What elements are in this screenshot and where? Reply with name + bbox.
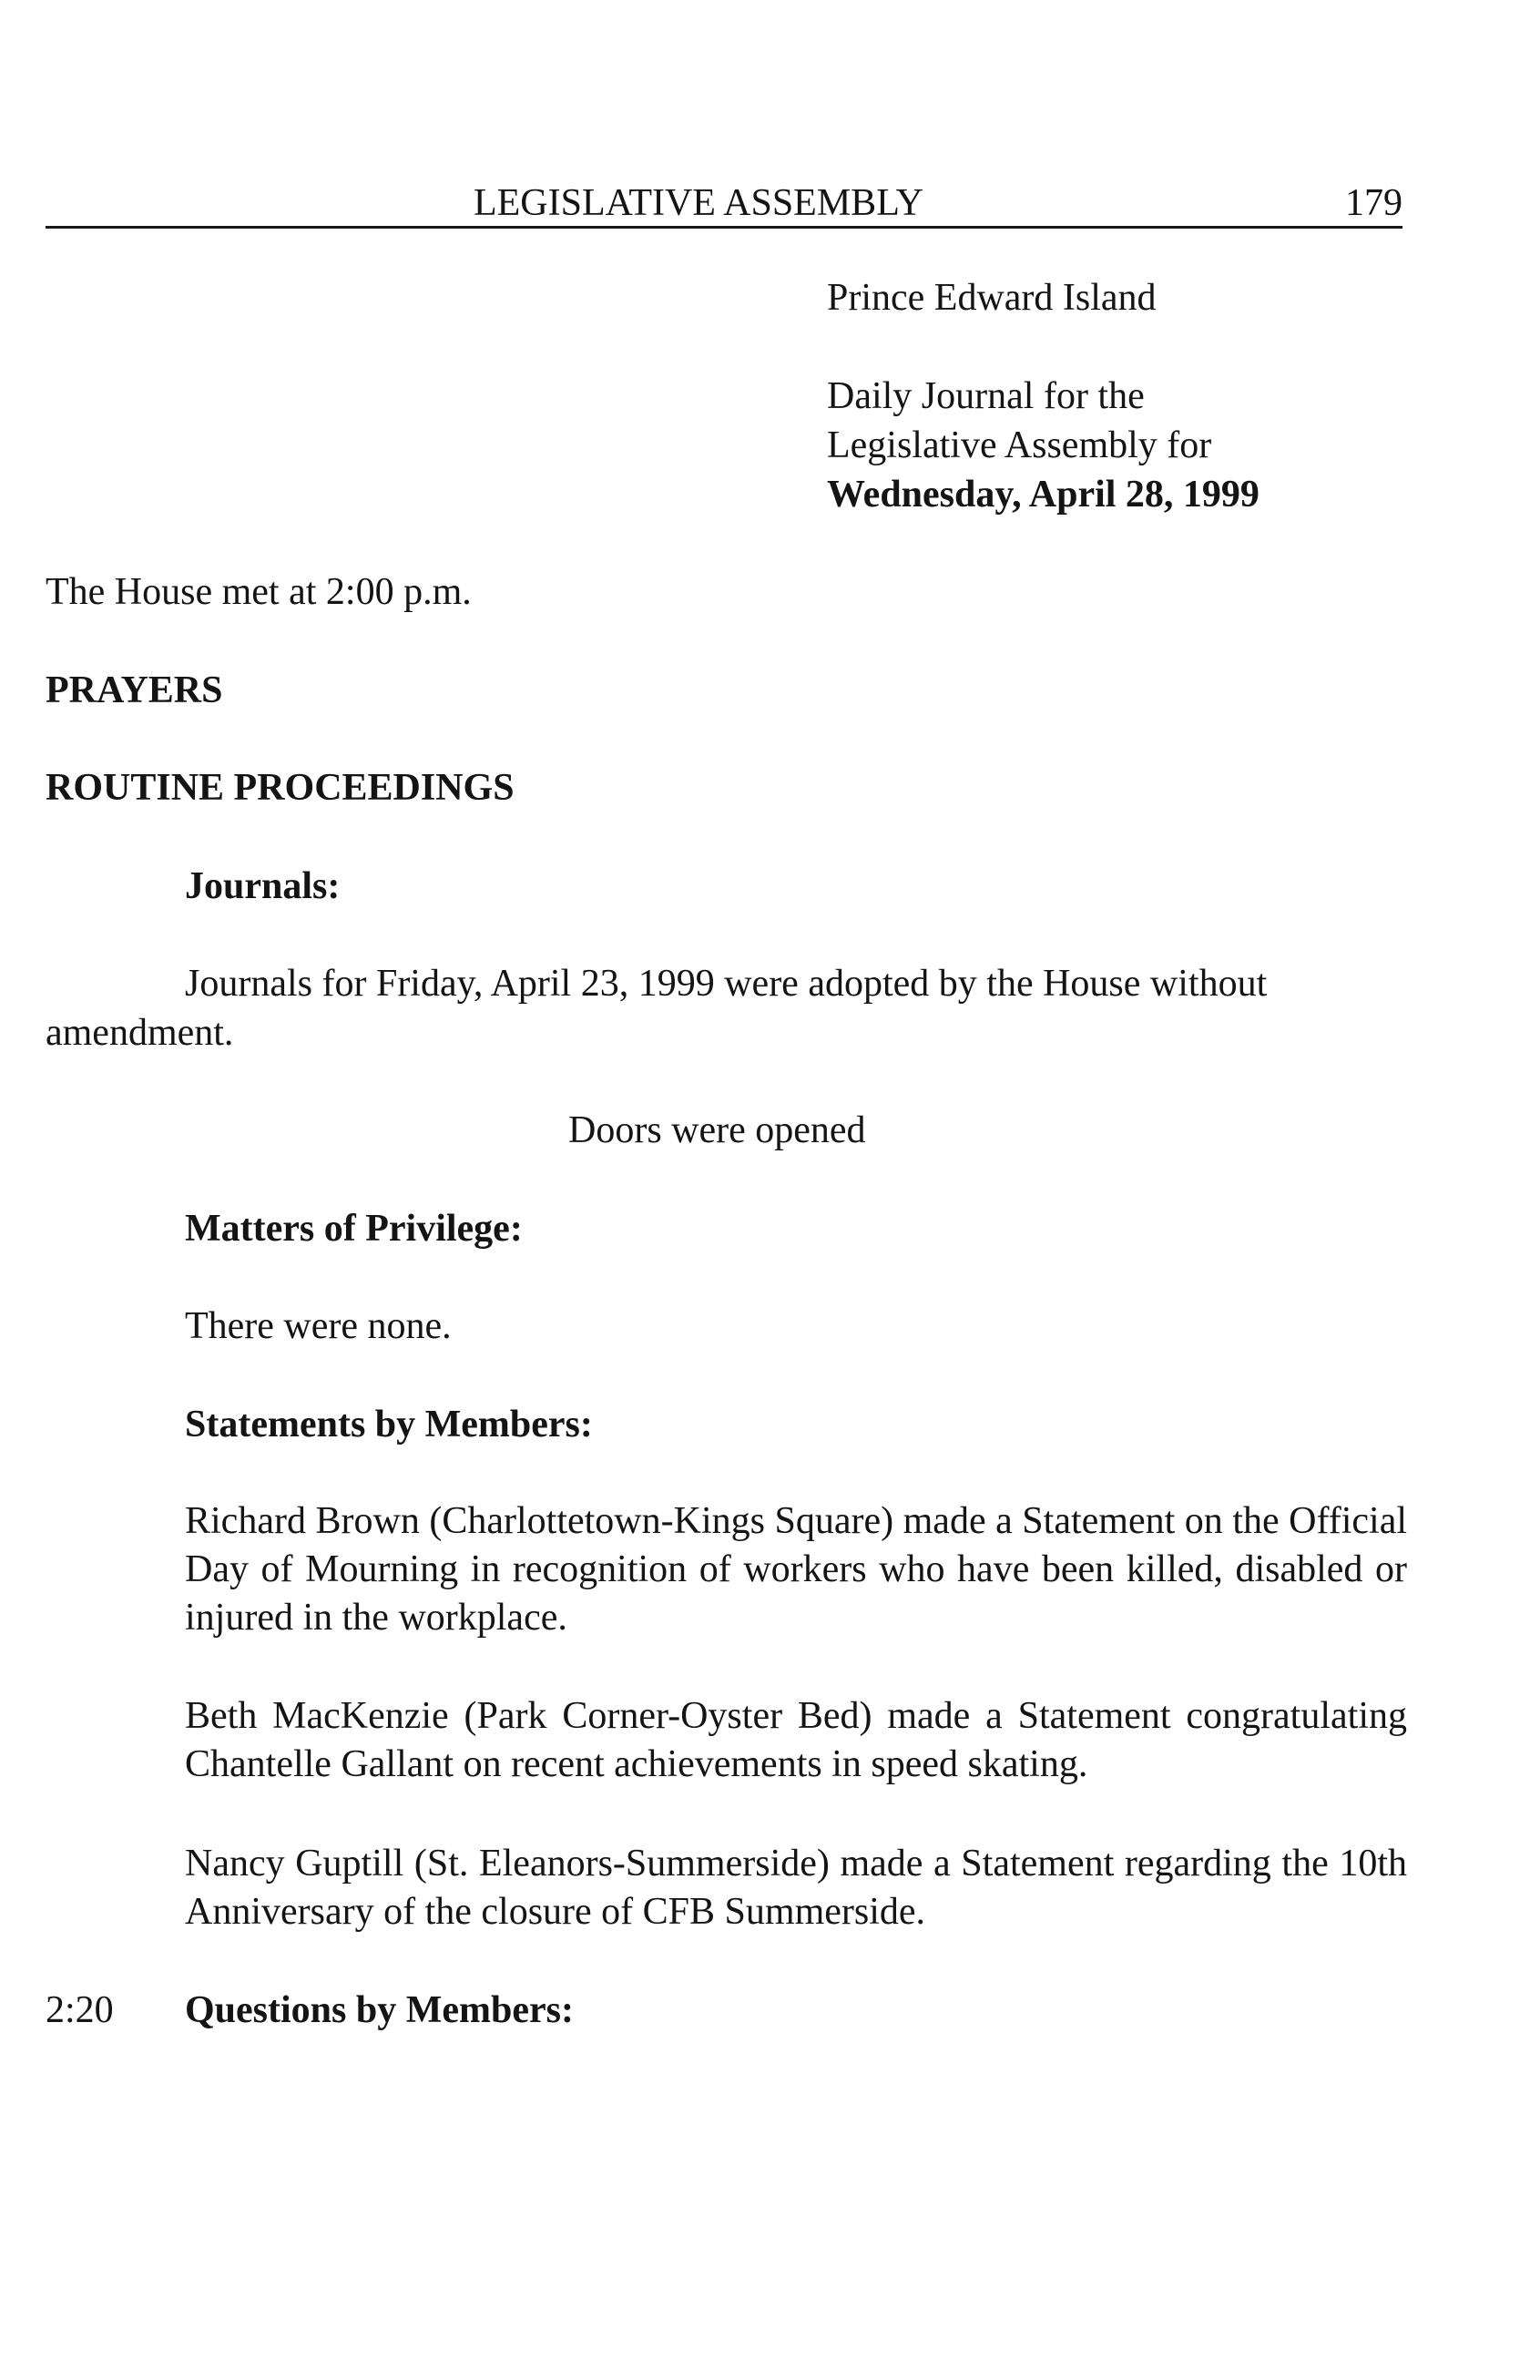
masthead-line-2: Legislative Assembly for <box>827 424 1212 466</box>
prayers-heading: PRAYERS <box>46 669 223 711</box>
masthead-line-1: Daily Journal for the <box>827 375 1145 417</box>
doors-opened-text: Doors were opened <box>568 1109 866 1151</box>
page-number: 179 <box>1345 182 1402 224</box>
journals-text-line-1: Journals for Friday, April 23, 1999 were adopted by the House without <box>185 963 1268 1005</box>
privilege-text: There were none. <box>185 1305 452 1347</box>
header-rule <box>46 226 1402 229</box>
masthead-date: Wednesday, April 28, 1999 <box>827 474 1260 516</box>
masthead-province: Prince Edward Island <box>827 277 1157 319</box>
routine-proceedings-heading: ROUTINE PROCEEDINGS <box>46 767 515 809</box>
house-met-text: The House met at 2:00 p.m. <box>46 571 472 613</box>
statement-paragraph: Nancy Guptill (St. Eleanors-Summerside) made a Statement regarding the 10th Anniversary of the closure of CFB Summerside. <box>185 1843 1407 1933</box>
statement-paragraph: Beth MacKenzie (Park Corner-Oyster Bed) made a Statement congratulating Chantelle Gallant on recent achievements in speed skating. <box>185 1695 1407 1785</box>
privilege-heading: Matters of Privilege: <box>185 1208 523 1250</box>
questions-time: 2:20 <box>46 1989 114 2031</box>
journals-text-line-2: amendment. <box>46 1012 234 1054</box>
header-title: LEGISLATIVE ASSEMBLY <box>474 182 923 224</box>
statements-heading: Statements by Members: <box>185 1404 593 1445</box>
questions-heading: Questions by Members: <box>185 1989 574 2031</box>
statement-paragraph: Richard Brown (Charlottetown-Kings Square) made a Statement on the Official Day of Mourning in recognition of workers who have been killed, disabled or injured in the workplace. <box>185 1500 1407 1639</box>
running-header <box>46 179 1402 228</box>
journals-heading: Journals: <box>185 865 341 907</box>
